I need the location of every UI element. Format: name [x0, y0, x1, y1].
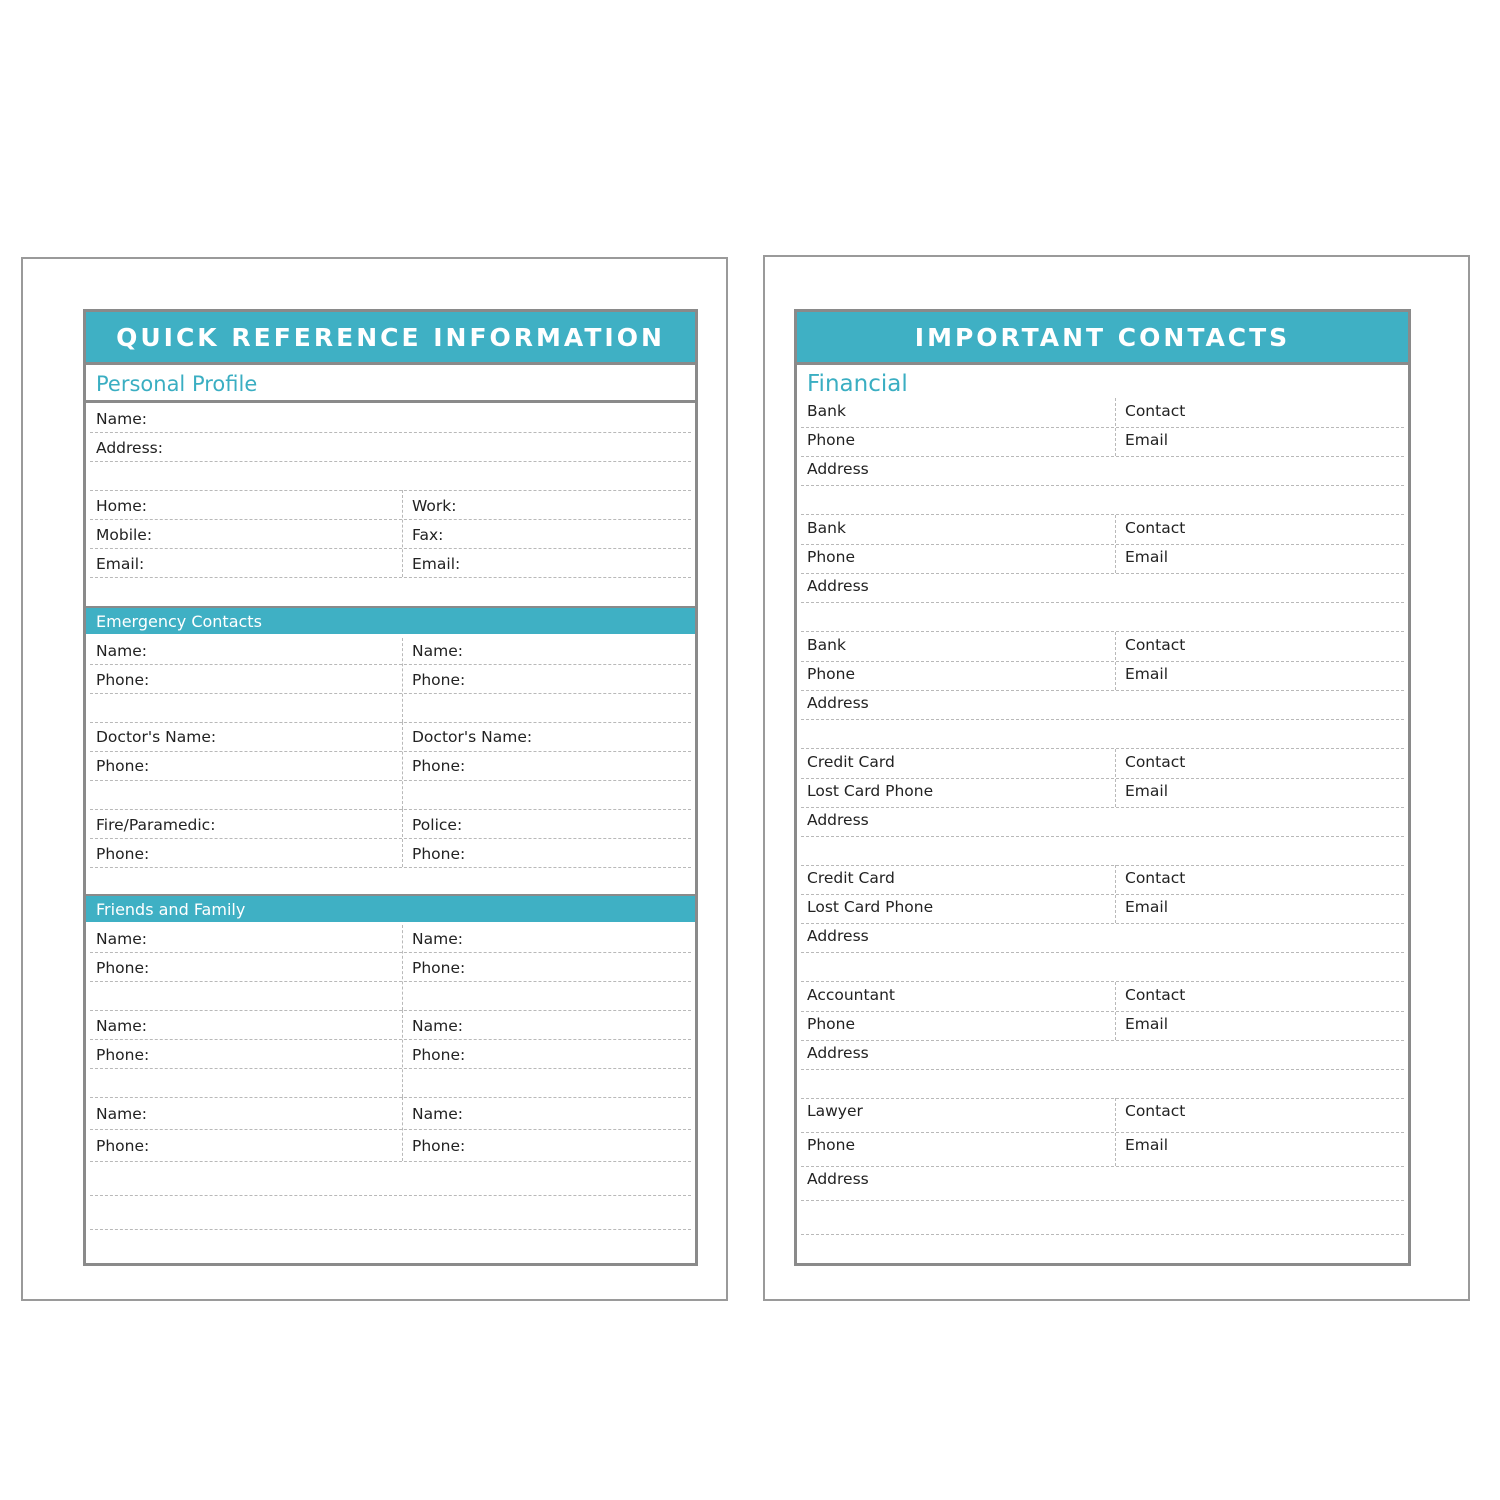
friend-phone-label: Phone:	[412, 1046, 466, 1064]
entry-email-label: Email	[1125, 431, 1169, 449]
dashed-rule	[90, 664, 691, 665]
emergency-name-label: Name:	[412, 642, 463, 660]
profile-work-label: Work:	[412, 497, 457, 515]
column-divider	[402, 638, 403, 722]
dashed-rule	[801, 544, 1404, 545]
entry-type-label: Bank	[807, 402, 846, 420]
column-divider	[402, 925, 403, 1010]
doctor-name-label: Doctor's Name:	[412, 728, 533, 746]
dashed-rule	[801, 573, 1404, 574]
dashed-rule	[801, 1234, 1404, 1235]
dashed-rule	[90, 1097, 691, 1098]
profile-name-label: Name:	[96, 410, 147, 428]
important-contacts-title: IMPORTANT CONTACTS	[797, 312, 1408, 365]
dashed-rule	[90, 490, 691, 491]
dashed-rule	[90, 1010, 691, 1011]
important-contacts-form	[794, 309, 1411, 1266]
financial-heading: Financial	[807, 371, 908, 397]
dashed-rule	[801, 661, 1404, 662]
entry-type-label: Accountant	[807, 986, 895, 1004]
dashed-rule	[801, 836, 1404, 837]
friend-name-label: Name:	[412, 1017, 463, 1035]
entry-email-label: Email	[1125, 1136, 1169, 1154]
entry-address-label: Address	[807, 577, 869, 595]
doctor-phone-label: Phone:	[412, 757, 466, 775]
entry-type-label: Bank	[807, 519, 846, 537]
column-divider	[402, 722, 403, 809]
entry-type-label: Lawyer	[807, 1102, 863, 1120]
quick-reference-form	[83, 309, 698, 1266]
friend-phone-label: Phone:	[96, 1046, 150, 1064]
dashed-rule	[801, 1098, 1404, 1099]
friend-name-label: Name:	[412, 1105, 463, 1123]
entry-address-label: Address	[807, 460, 869, 478]
dashed-rule	[801, 923, 1404, 924]
dashed-rule	[90, 952, 691, 953]
dashed-rule	[90, 461, 691, 462]
dashed-rule	[90, 838, 691, 839]
dashed-rule	[90, 1039, 691, 1040]
dashed-rule	[801, 1040, 1404, 1041]
friend-name-label: Name:	[96, 1105, 147, 1123]
dashed-rule	[90, 1068, 691, 1069]
entry-phone-label: Phone	[807, 431, 856, 449]
column-divider	[402, 490, 403, 577]
dashed-rule	[801, 1200, 1404, 1201]
profile-email-label: Email:	[96, 555, 145, 573]
dashed-rule	[801, 865, 1404, 866]
entry-contact-label: Contact	[1125, 519, 1186, 537]
dashed-rule	[801, 631, 1404, 632]
friends-family-heading: Friends and Family	[86, 894, 695, 922]
dashed-rule	[801, 981, 1404, 982]
dashed-rule	[90, 1129, 691, 1130]
dashed-rule	[90, 780, 691, 781]
column-divider	[402, 809, 403, 867]
profile-mobile-label: Mobile:	[96, 526, 153, 544]
dashed-rule	[801, 1166, 1404, 1167]
emergency-phone-label: Phone:	[412, 671, 466, 689]
dashed-rule	[801, 719, 1404, 720]
entry-email-label: Email	[1125, 548, 1169, 566]
dashed-rule	[801, 778, 1404, 779]
emergency-name-label: Name:	[96, 642, 147, 660]
entry-email-label: Email	[1125, 898, 1169, 916]
entry-contact-label: Contact	[1125, 636, 1186, 654]
friend-phone-label: Phone:	[412, 1137, 466, 1155]
dashed-rule	[801, 952, 1404, 953]
entry-type-label: Credit Card	[807, 753, 895, 771]
police-label: Police:	[412, 816, 463, 834]
left-page	[21, 257, 728, 1301]
entry-phone-label: Phone	[807, 665, 856, 683]
dashed-rule	[801, 514, 1404, 515]
profile-address-label: Address:	[96, 439, 163, 457]
dashed-rule	[801, 1069, 1404, 1070]
entry-email-label: Email	[1125, 665, 1169, 683]
entry-contact-label: Contact	[1125, 753, 1186, 771]
police-phone-label: Phone:	[412, 845, 466, 863]
dashed-rule	[90, 519, 691, 520]
dashed-rule	[90, 1195, 691, 1196]
friend-name-label: Name:	[96, 1017, 147, 1035]
profile-email-label-2: Email:	[412, 555, 461, 573]
entry-contact-label: Contact	[1125, 1102, 1186, 1120]
entry-address-label: Address	[807, 811, 869, 829]
entry-address-label: Address	[807, 1044, 869, 1062]
entry-contact-label: Contact	[1125, 986, 1186, 1004]
entry-phone-label: Lost Card Phone	[807, 782, 934, 800]
dashed-rule	[90, 1161, 691, 1162]
friend-phone-label: Phone:	[96, 959, 150, 977]
emergency-contacts-heading: Emergency Contacts	[86, 606, 695, 634]
quick-reference-title: QUICK REFERENCE INFORMATION	[86, 312, 695, 365]
dashed-rule	[801, 807, 1404, 808]
entry-phone-label: Phone	[807, 1015, 856, 1033]
dashed-rule	[801, 894, 1404, 895]
entry-phone-label: Phone	[807, 1136, 856, 1154]
doctor-phone-label: Phone:	[96, 757, 150, 775]
dashed-rule	[90, 1229, 691, 1230]
dashed-rule	[801, 1011, 1404, 1012]
dashed-rule	[801, 748, 1404, 749]
dashed-rule	[90, 693, 691, 694]
friend-name-label: Name:	[96, 930, 147, 948]
right-page	[763, 255, 1470, 1301]
entry-address-label: Address	[807, 1170, 869, 1188]
profile-home-label: Home:	[96, 497, 147, 515]
dashed-rule	[90, 751, 691, 752]
dashed-rule	[801, 690, 1404, 691]
column-divider	[402, 1097, 403, 1161]
doctor-name-label: Doctor's Name:	[96, 728, 217, 746]
profile-fax-label: Fax:	[412, 526, 444, 544]
dashed-rule	[90, 548, 691, 549]
dashed-rule	[90, 981, 691, 982]
dashed-rule	[801, 427, 1404, 428]
entry-contact-label: Contact	[1125, 402, 1186, 420]
dashed-rule	[801, 456, 1404, 457]
dashed-rule	[90, 809, 691, 810]
dashed-rule	[801, 1132, 1404, 1133]
entry-phone-label: Phone	[807, 548, 856, 566]
dashed-rule	[90, 722, 691, 723]
fire-paramedic-label: Fire/Paramedic:	[96, 816, 216, 834]
dashed-rule	[90, 867, 691, 868]
friend-phone-label: Phone:	[96, 1137, 150, 1155]
friend-name-label: Name:	[412, 930, 463, 948]
entry-address-label: Address	[807, 694, 869, 712]
dashed-rule	[801, 602, 1404, 603]
friend-phone-label: Phone:	[412, 959, 466, 977]
dashed-rule	[90, 577, 691, 578]
entry-type-label: Credit Card	[807, 869, 895, 887]
entry-type-label: Bank	[807, 636, 846, 654]
personal-profile-heading: Personal Profile	[86, 365, 695, 403]
entry-email-label: Email	[1125, 782, 1169, 800]
column-divider	[402, 1010, 403, 1097]
entry-email-label: Email	[1125, 1015, 1169, 1033]
emergency-phone-label: Phone:	[96, 671, 150, 689]
fire-phone-label: Phone:	[96, 845, 150, 863]
entry-phone-label: Lost Card Phone	[807, 898, 934, 916]
entry-contact-label: Contact	[1125, 869, 1186, 887]
dashed-rule	[90, 432, 691, 433]
dashed-rule	[801, 485, 1404, 486]
entry-address-label: Address	[807, 927, 869, 945]
